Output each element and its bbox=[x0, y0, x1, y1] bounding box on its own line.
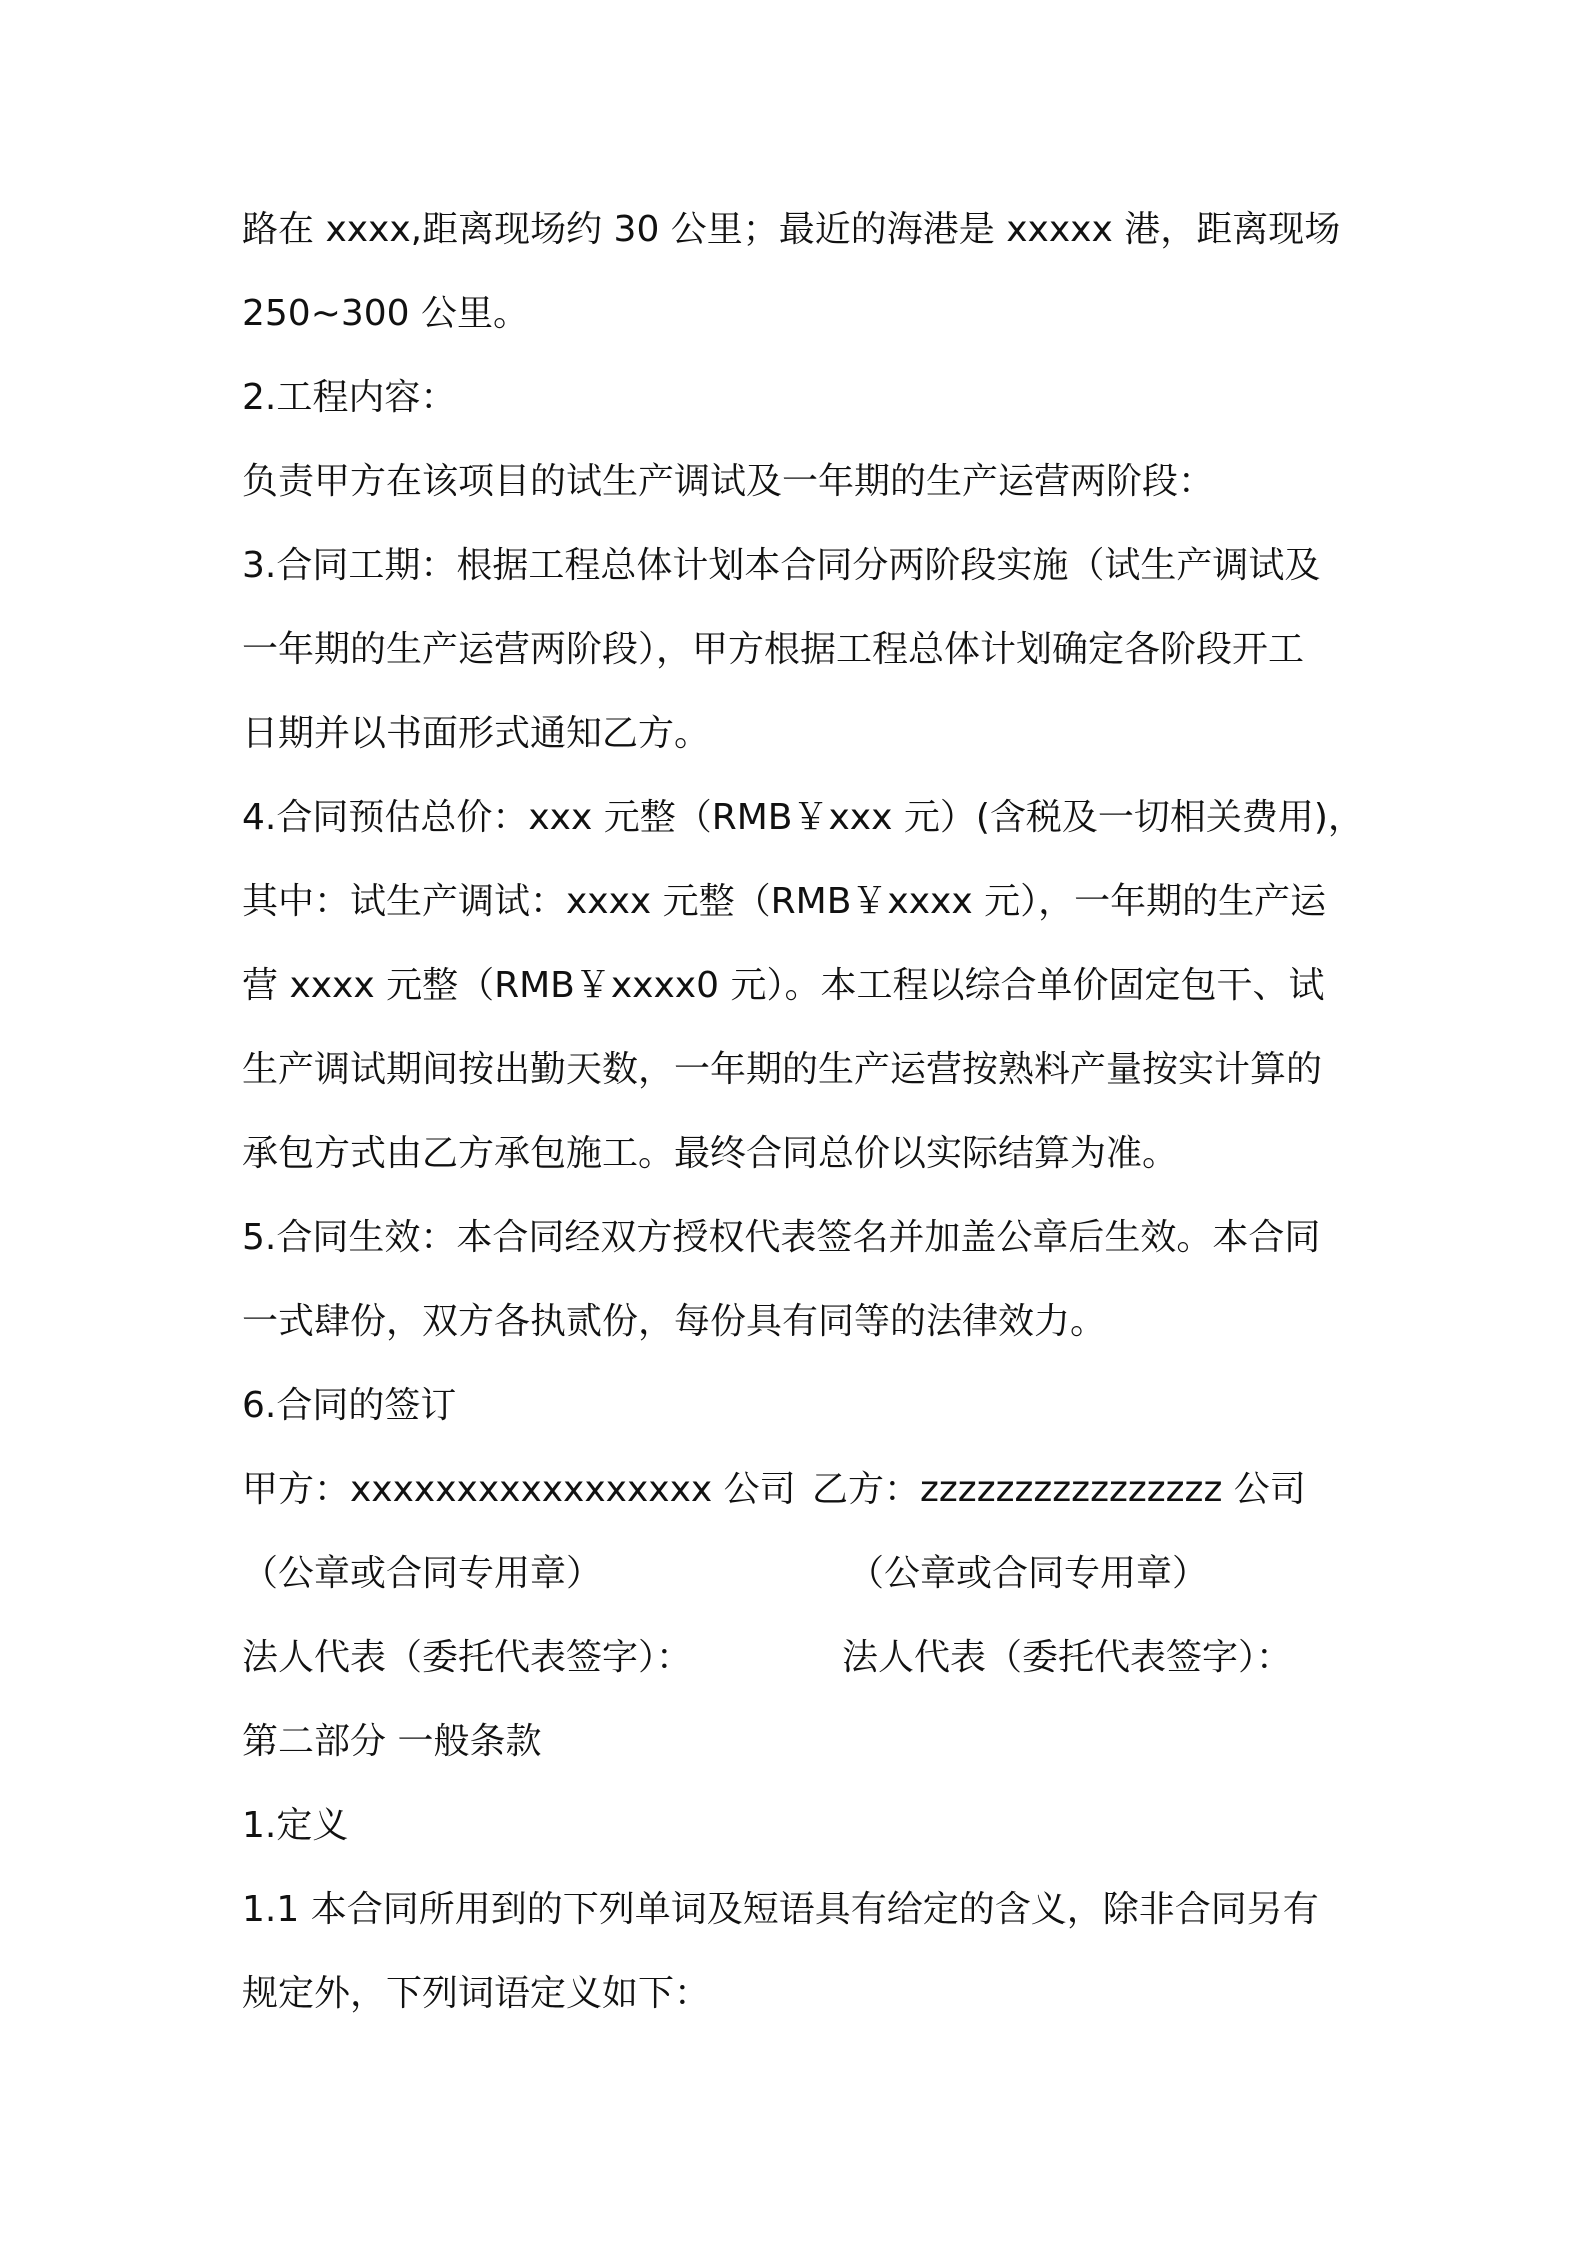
party-b-seal: （公章或合同专用章） bbox=[848, 1553, 1209, 1594]
party-b-representative: 法人代表（委托代表签字）： bbox=[842, 1637, 1293, 1678]
paragraph-line: 规定外，下列词语定义如下： bbox=[242, 1973, 711, 2014]
paragraph-line: 5.合同生效：本合同经双方授权代表签名并加盖公章后生效。本合同 bbox=[242, 1217, 1321, 1258]
paragraph-line: 承包方式由乙方承包施工。最终合同总价以实际结算为准。 bbox=[242, 1133, 1179, 1174]
paragraph-line: 1.1 本合同所用到的下列单词及短语具有给定的含义，除非合同另有 bbox=[242, 1889, 1319, 1930]
party-a-seal: （公章或合同专用章） bbox=[242, 1553, 603, 1594]
section-heading: 2.工程内容： bbox=[242, 377, 457, 418]
section-heading: 6.合同的签订 bbox=[242, 1385, 457, 1426]
paragraph-line: 4.合同预估总价：xxx 元整（RMB￥xxx 元）(含税及一切相关费用)， bbox=[242, 797, 1364, 838]
paragraph-line: 路在 xxxx,距离现场约 30 公里；最近的海港是 xxxxx 港，距离现场 bbox=[242, 209, 1341, 250]
paragraph-line: 其中：试生产调试：xxxx 元整（RMB￥xxxx 元），一年期的生产运 bbox=[242, 881, 1327, 922]
part-heading: 第二部分 一般条款 bbox=[242, 1721, 542, 1762]
party-a-name: 甲方：xxxxxxxxxxxxxxxxx 公司 bbox=[242, 1469, 796, 1510]
paragraph-line: 250~300 公里。 bbox=[242, 293, 530, 334]
paragraph-line: 一式肆份，双方各执贰份，每份具有同等的法律效力。 bbox=[242, 1301, 1107, 1342]
paragraph-line: 一年期的生产运营两阶段），甲方根据工程总体计划确定各阶段开工 bbox=[242, 629, 1305, 670]
party-b-name: 乙方：zzzzzzzzzzzzzzzz 公司 bbox=[812, 1469, 1306, 1510]
paragraph-line: 3.合同工期：根据工程总体计划本合同分两阶段实施（试生产调试及 bbox=[242, 545, 1321, 586]
paragraph-line: 负责甲方在该项目的试生产调试及一年期的生产运营两阶段： bbox=[242, 461, 1215, 502]
paragraph-line: 生产调试期间按出勤天数，一年期的生产运营按熟料产量按实计算的 bbox=[242, 1049, 1323, 1090]
paragraph-line: 营 xxxx 元整（RMB￥xxxx0 元）。本工程以综合单价固定包干、试 bbox=[242, 965, 1325, 1006]
section-heading: 1.定义 bbox=[242, 1805, 349, 1846]
paragraph-line: 日期并以书面形式通知乙方。 bbox=[242, 713, 711, 754]
party-a-representative: 法人代表（委托代表签字）： bbox=[242, 1637, 693, 1678]
